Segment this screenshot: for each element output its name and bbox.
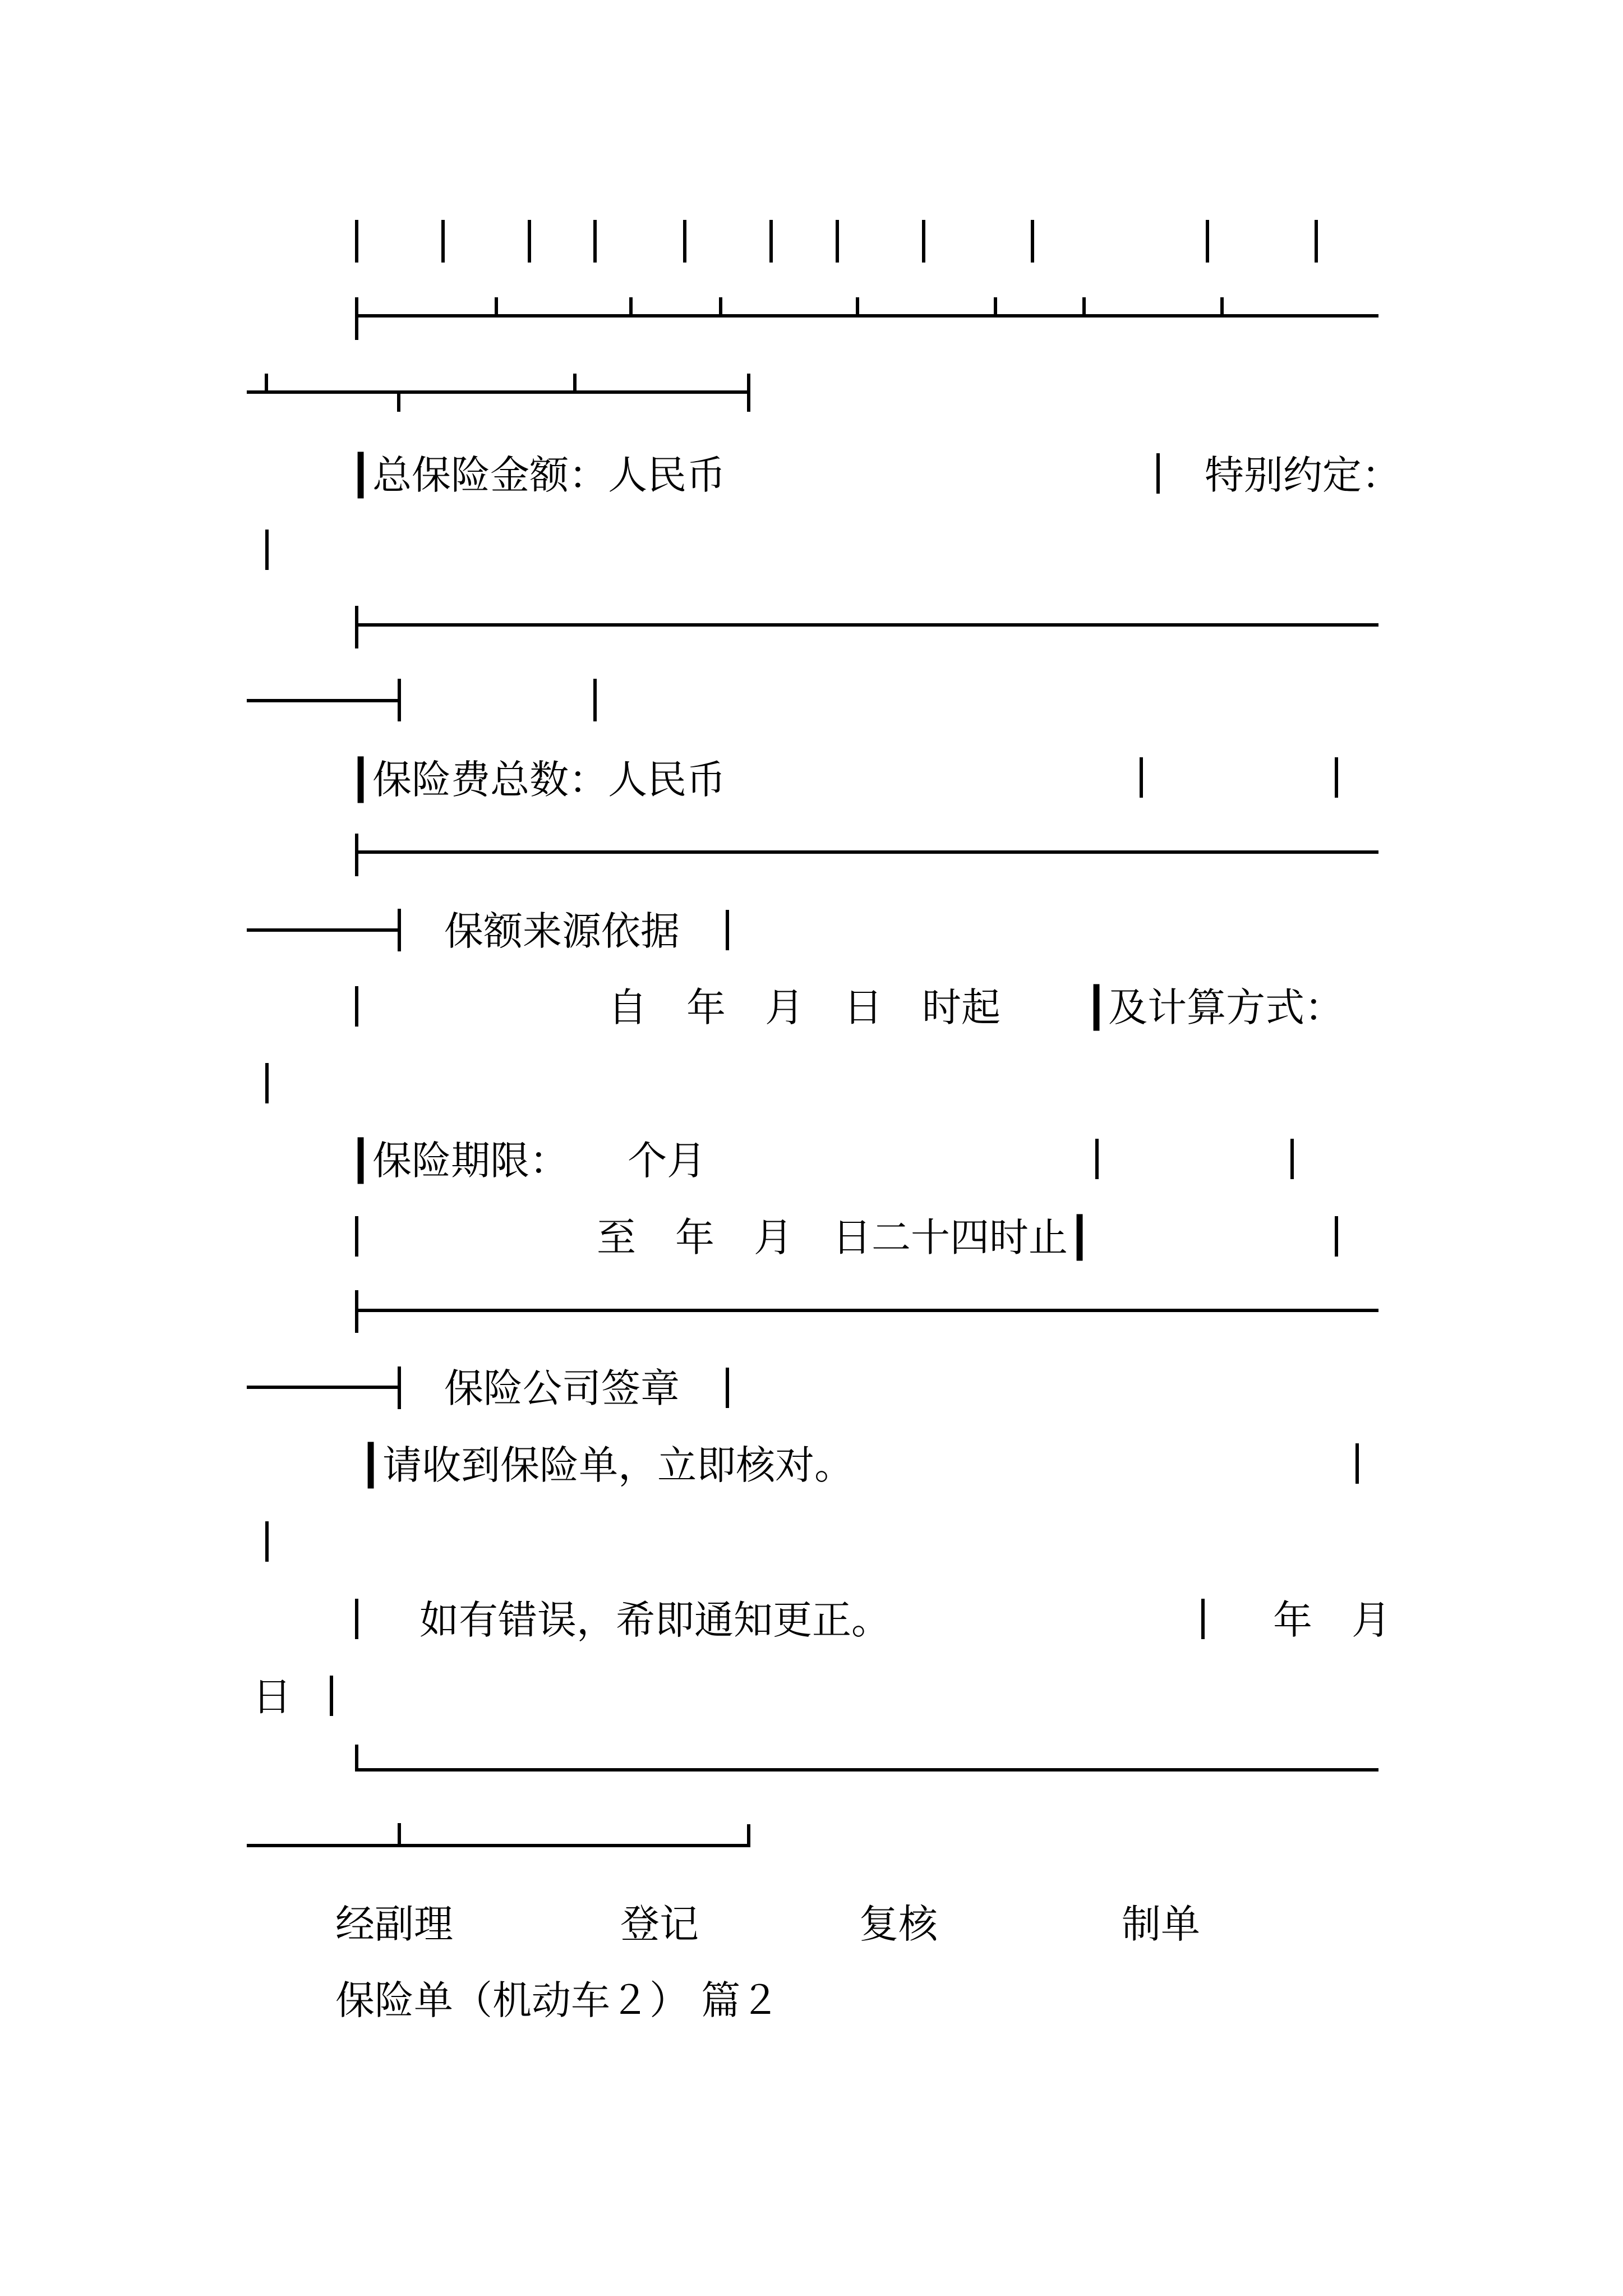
- signature-register: 登记: [620, 1901, 699, 1947]
- amount-basis-label: 保额来源依据: [444, 908, 680, 954]
- special-terms-label: 特别约定：: [1205, 452, 1401, 498]
- date-divider: [1201, 1599, 1205, 1639]
- period-end-right-bar: [1335, 1216, 1338, 1257]
- amount-basis-bar: [726, 910, 729, 950]
- calc-method-label: ┃及计算方式：: [1085, 984, 1344, 1030]
- period-left-bar: [355, 986, 358, 1027]
- date-day: 日: [252, 1674, 292, 1720]
- calc-method-bar: [265, 1063, 269, 1103]
- premium-right-bar: [1335, 757, 1338, 798]
- period-start-time: 自 年 月 日 时起: [608, 984, 1000, 1030]
- signature-prepare: 制单: [1122, 1901, 1200, 1947]
- total-sum-divider: [1156, 453, 1160, 494]
- insurance-period-label: ┃保险期限： 个月: [349, 1138, 707, 1184]
- notice-line-1: ┃请收到保险单，立即核对。: [359, 1442, 854, 1488]
- notice-bar-2: [265, 1521, 269, 1562]
- date-year-month: 年 月: [1273, 1597, 1391, 1643]
- premium-label: ┃保险费总数：人民币: [349, 757, 726, 803]
- period-end-time: 至 年 月 日二十四时止┃: [597, 1214, 1092, 1260]
- notice-line-2: 如有错误，希即通知更正。: [419, 1597, 891, 1643]
- period-divider-2: [1290, 1139, 1294, 1179]
- period-divider-1: [1095, 1139, 1099, 1179]
- notice-right-bar: [1355, 1443, 1359, 1484]
- period-end-left-bar: [355, 1216, 358, 1257]
- premium-divider: [1140, 757, 1143, 798]
- company-seal-bar: [726, 1368, 729, 1408]
- signature-review: 复核: [859, 1901, 938, 1947]
- date-day-bar: [330, 1676, 333, 1716]
- signature-manager: 经副理: [335, 1901, 453, 1947]
- notice-left-bar: [355, 1599, 358, 1639]
- company-seal-label: 保险公司签章: [444, 1365, 680, 1411]
- next-section-title: 保险单（机动车２） 篇２: [335, 1977, 780, 2023]
- total-sum-label: ┃总保险金额：人民币: [349, 452, 726, 498]
- special-terms-bar: [265, 530, 269, 570]
